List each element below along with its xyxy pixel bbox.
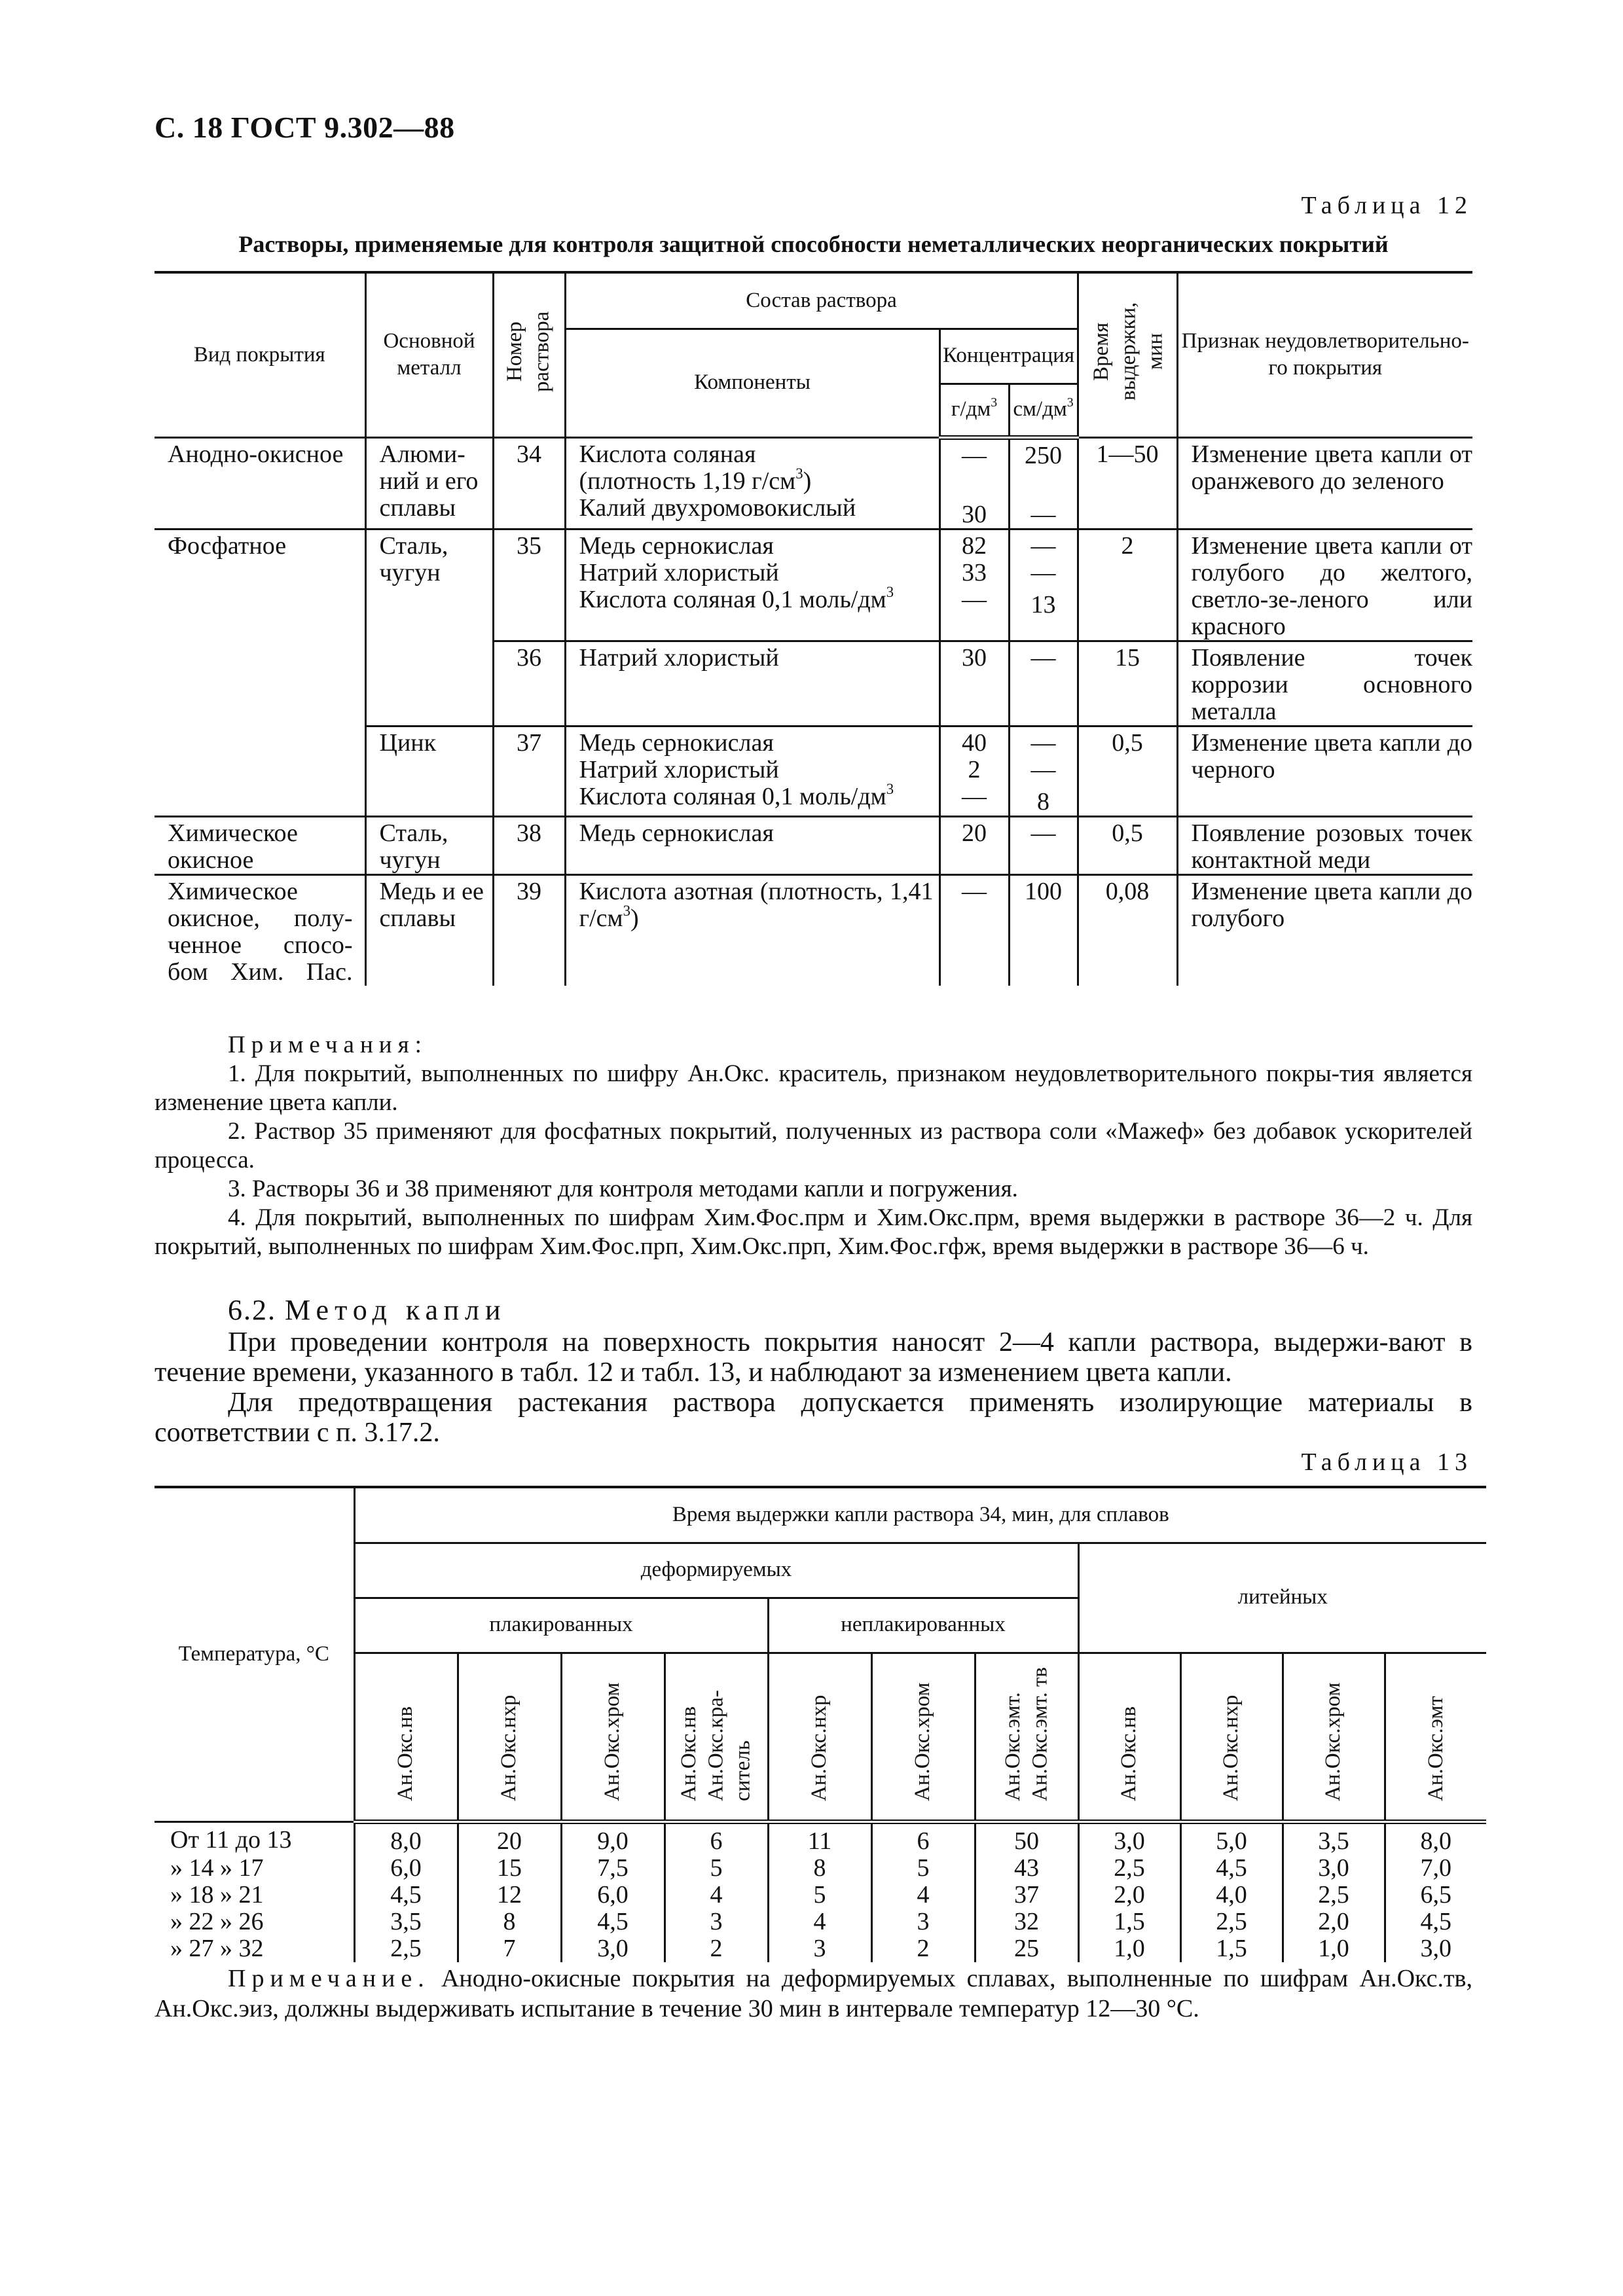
component-line: Медь сернокислая — [579, 819, 774, 847]
cell-hold-time: 6 — [871, 1821, 975, 1855]
col-cm3-dm3-header: $см/дм^3$ — [1009, 384, 1078, 437]
cell-g-dm3 — [939, 874, 1009, 986]
col-components-header: Компоненты — [565, 329, 939, 437]
table12-label: Таблица 12 — [1301, 192, 1472, 219]
table-row — [155, 437, 1472, 529]
cell-coating: Химическое окисное, полу-ченное спосо-бом Хим. Пас. — [168, 877, 353, 986]
cell-sign: Изменение цвета капли до черного — [1177, 726, 1472, 816]
cell-temperature: » 14 » 17 — [170, 1854, 264, 1882]
table12 — [155, 271, 1472, 986]
cell-temperature: » 27 » 32 — [170, 1934, 264, 1962]
cell-sign: Изменение цвета капли от голубого до желтого, светло-зе-леного или красного — [1177, 529, 1472, 641]
cell-components — [565, 529, 939, 641]
component-line: Кислота соляная 0,1 моль/$дм^3$ — [579, 780, 894, 810]
cell-hold-time: 3 — [871, 1909, 975, 1935]
cell-temperature: » 18 » 21 — [170, 1880, 264, 1909]
section-body — [155, 1327, 1472, 1448]
cell-g-dm3 — [939, 816, 1009, 874]
section-paragraph-1: При проведении контроля на поверхность покрытия наносят 2—4 капли раствора, выдержи-вают в течение времени, указанного в табл. 12 и табл. 13, и наблюдают за изменением цвета капли. — [155, 1327, 1472, 1388]
cell-hold-time: 1,0 — [1078, 1935, 1180, 1962]
cm-value: — — [1030, 819, 1056, 847]
col-alloy-code-header: Ан.Окс.нхр — [768, 1653, 871, 1821]
cm-value: — — [1030, 500, 1056, 528]
cell-hold-time: 2 — [871, 1935, 975, 1962]
cell-hold-time: 5 — [665, 1855, 768, 1882]
table-row — [155, 529, 1472, 641]
cell-hold-time: 2,5 — [1078, 1855, 1180, 1882]
cell-hold-time: 15 — [458, 1855, 561, 1882]
cell-hold-time: 7,5 — [561, 1855, 665, 1882]
cell-metal: Цинк — [365, 726, 493, 816]
col-concentration-header: Концентрация — [939, 329, 1078, 384]
notes-title: Примечания: — [228, 1031, 428, 1058]
cell-cm3-dm3 — [1009, 726, 1078, 816]
cell-solution-number: 39 — [493, 874, 565, 986]
cell-hold-time: 2,5 — [1180, 1909, 1283, 1935]
cell-hold-time: 2,5 — [354, 1935, 458, 1962]
cell-sign: Изменение цвета капли от оранжевого до зеленого — [1177, 437, 1472, 529]
col-base-metal-header: Основной металл — [365, 272, 493, 437]
cell-hold-time: 20 — [458, 1821, 561, 1855]
col-sign-header: Признак неудовлетворительно-го покрытия — [1177, 272, 1472, 437]
cell-cm3-dm3 — [1009, 641, 1078, 726]
component-line: Натрий хлористый — [579, 755, 779, 783]
cell-temperature: От 11 до 13 — [170, 1825, 292, 1854]
cell-hold-time: 3,0 — [1078, 1821, 1180, 1855]
cell-hold-time: 50 — [975, 1821, 1078, 1855]
cell-solution-number: 36 — [493, 641, 565, 726]
page-header: С. 18 ГОСТ 9.302—88 — [155, 111, 455, 144]
cell-hold-time: 11 — [768, 1821, 871, 1855]
cell-hold-time: 3,0 — [1385, 1935, 1486, 1962]
cell-hold-time: 8,0 — [1385, 1821, 1486, 1855]
cell-g-dm3 — [939, 726, 1009, 816]
col-composition-header: Состав раствора — [565, 272, 1078, 329]
col-alloy-code-header: Ан.Окс.нв — [1078, 1653, 1180, 1821]
cell-hold-time: 12 — [458, 1882, 561, 1909]
cell-components — [565, 726, 939, 816]
cell-hold-time: 2 — [665, 1935, 768, 1962]
cell-hold-time: 3,5 — [1283, 1821, 1385, 1855]
cell-hold-time: 4,5 — [1385, 1909, 1486, 1935]
clad-header: плакированных — [354, 1598, 768, 1653]
component-line: (плотность 1,19 $г/см^3$) — [579, 465, 812, 495]
cell-hold-time: 4,5 — [561, 1909, 665, 1935]
g-value: 40 — [962, 728, 987, 757]
g-value: 2 — [968, 755, 981, 783]
g-value: 33 — [962, 558, 987, 586]
cell-hold-time: 6 — [665, 1821, 768, 1855]
cell-g-dm3 — [939, 529, 1009, 641]
cell-hold-time: 3,0 — [561, 1935, 665, 1962]
table13-note — [155, 1964, 1472, 2024]
g-value: 30 — [962, 500, 987, 528]
cell-hold-time: 4,5 — [354, 1882, 458, 1909]
table12-notes — [155, 1031, 1472, 1261]
cell-hold-time: 0,5 — [1078, 726, 1177, 816]
cell-hold-time: 7,0 — [1385, 1855, 1486, 1882]
cm-value — [1010, 469, 1077, 496]
cell-hold-time: 5,0 — [1180, 1821, 1283, 1855]
note-1: 1. Для покрытий, выполненных по шифру Ан.Окс. краситель, признаком неудовлетворительного покры-тия является изменение цвета капли. — [155, 1060, 1472, 1116]
cell-hold-time: 4 — [665, 1882, 768, 1909]
cell-hold-time: 6,0 — [354, 1855, 458, 1882]
cell-components — [565, 437, 939, 529]
cell-hold-time: 1,0 — [1283, 1935, 1385, 1962]
note-3: 3. Растворы 36 и 38 применяют для контроля методами капли и погружения. — [228, 1175, 1018, 1202]
cell-hold-time: 9,0 — [561, 1821, 665, 1855]
col-coating-type-header: Вид покрытия — [155, 272, 365, 437]
cell-hold-time: 1,5 — [1180, 1935, 1283, 1962]
table12-title: Растворы, применяемые для контроля защитной способности неметаллических неорганических покрытий — [238, 231, 1389, 257]
cell-sign: Появление точек коррозии основного металла — [1177, 641, 1472, 726]
cell-hold-time: 6,0 — [561, 1882, 665, 1909]
table-row — [155, 1855, 1486, 1882]
cm-value: — — [1030, 643, 1056, 672]
table-row — [155, 1821, 1486, 1855]
col-alloy-code-header: Ан.Окс.хром — [871, 1653, 975, 1821]
cell-cm3-dm3 — [1009, 529, 1078, 641]
table13 — [155, 1486, 1486, 1962]
cell-cm3-dm3 — [1009, 816, 1078, 874]
cell-hold-time: 3,0 — [1283, 1855, 1385, 1882]
col-alloy-code-header: Ан.Окс.хром — [1283, 1653, 1385, 1821]
component-line: Медь сернокислая — [579, 728, 774, 757]
component-line: Натрий хлористый — [579, 558, 779, 586]
cell-hold-time: 0,5 — [1078, 816, 1177, 874]
col-g-dm3-header: $г/дм^3$ — [939, 384, 1009, 437]
g-value: — — [962, 782, 987, 810]
col-temperature-header: Температура, °С — [155, 1487, 354, 1821]
note13-title: Примечание. — [228, 1965, 430, 1992]
cell-components — [565, 816, 939, 874]
cell-hold-time: 7 — [458, 1935, 561, 1962]
cell-solution-number: 37 — [493, 726, 565, 816]
component-line: Медь сернокислая — [579, 531, 774, 560]
cell-cm3-dm3 — [1009, 437, 1078, 529]
col-hold-time-header: Время выдержки, мин — [1078, 272, 1177, 437]
cell-hold-time: 32 — [975, 1909, 1078, 1935]
table-row — [155, 1882, 1486, 1909]
g-value: 82 — [962, 531, 987, 560]
component-line: Кислота соляная 0,1 моль/$дм^3$ — [579, 583, 894, 613]
deformable-header: деформируемых — [354, 1543, 1078, 1598]
col-alloy-code-header: Ан.Окс.нхр — [1180, 1653, 1283, 1821]
cell-components — [565, 874, 939, 986]
g-value — [941, 469, 1008, 496]
table-row — [155, 1909, 1486, 1935]
cell-solution-number: 38 — [493, 816, 565, 874]
note-4: 4. Для покрытий, выполненных по шифрам Хим.Фос.прм и Хим.Окс.прм, время выдержки в растворе 36—2 ч. Для покрытий, выполненных по шифрам Хим.Фос.прп, Хим.Окс.прп, Хим.Фос.гфж, время выдержки в растворе 36—6 ч. — [155, 1204, 1472, 1260]
cell-hold-time: 8,0 — [354, 1821, 458, 1855]
cell-sign: Изменение цвета капли до голубого — [1177, 874, 1472, 986]
cell-hold-time: 3,5 — [354, 1909, 458, 1935]
g-value: — — [962, 441, 987, 469]
cell-hold-time: 4,0 — [1180, 1882, 1283, 1909]
cell-sign: Появление розовых точек контактной меди — [1177, 816, 1472, 874]
cell-temperature: » 22 » 26 — [170, 1907, 264, 1935]
table13-label: Таблица 13 — [1301, 1448, 1472, 1476]
cell-g-dm3 — [939, 641, 1009, 726]
cell-hold-time: 5 — [871, 1855, 975, 1882]
cm-value: 250 — [1025, 441, 1063, 469]
cm-value: — — [1030, 558, 1056, 586]
section-paragraph-2: Для предотвращения растекания раствора допускается применять изолирующие материалы в соответствии с п. 3.17.2. — [155, 1388, 1472, 1448]
cell-hold-time: 2,0 — [1078, 1882, 1180, 1909]
cell-solution-number: 35 — [493, 529, 565, 641]
note13-text: Анодно-окисные покрытия на деформируемых сплавах, выполненные по шифрам Ан.Окс.тв, Ан.Окс.эиз, должны выдерживать испытание в течение 30 мин в интервале температур 12—30 °С. — [155, 1965, 1472, 2022]
col-alloy-code-header: Ан.Окс.нхр — [458, 1653, 561, 1821]
cell-hold-time: 8 — [458, 1909, 561, 1935]
cell-hold-time: 4,5 — [1180, 1855, 1283, 1882]
g-value: 20 — [962, 819, 987, 847]
cell-hold-time: 1,5 — [1078, 1909, 1180, 1935]
col-alloy-code-header: Ан.Окс.нв — [354, 1653, 458, 1821]
cell-hold-time: 1—50 — [1078, 437, 1177, 529]
col-alloy-code-header: Ан.Окс.хром — [561, 1653, 665, 1821]
cell-hold-time: 2,5 — [1283, 1882, 1385, 1909]
cell-metal: Сталь, чугун — [365, 816, 493, 874]
cell-hold-time: 25 — [975, 1935, 1078, 1962]
cell-metal: Сталь, чугун — [365, 529, 493, 726]
cell-hold-time: 2 — [1078, 529, 1177, 641]
cell-components — [565, 641, 939, 726]
cell-solution-number: 34 — [493, 437, 565, 529]
cell-hold-time: 6,5 — [1385, 1882, 1486, 1909]
cm-value: 8 — [1037, 787, 1050, 816]
cm-value: 100 — [1025, 877, 1063, 905]
cell-cm3-dm3 — [1009, 874, 1078, 986]
note-2: 2. Раствор 35 применяют для фосфатных покрытий, полученных из раствора соли «Мажеф» без добавок ускорителей процесса. — [155, 1118, 1472, 1174]
col-alloy-code-header: Ан.Окс.эмт. Ан.Окс.эмт. тв — [975, 1653, 1078, 1821]
col-alloy-code-header: Ан.Окс.нв Ан.Окс.кра-ситель — [665, 1653, 768, 1821]
section-heading: 6.2. Метод капли — [228, 1294, 507, 1326]
cell-hold-time: 4 — [768, 1909, 871, 1935]
cell-hold-time: 5 — [768, 1882, 871, 1909]
component-line: Натрий хлористый — [579, 643, 779, 672]
cell-hold-time: 3 — [768, 1935, 871, 1962]
table-row — [155, 874, 1472, 986]
g-value: — — [962, 585, 987, 613]
table-row — [155, 1935, 1486, 1962]
cell-coating: Анодно-окисное — [155, 437, 365, 529]
col-alloy-code-header: Ан.Окс.эмт — [1385, 1653, 1486, 1821]
cell-g-dm3 — [939, 437, 1009, 529]
table-row — [155, 816, 1472, 874]
component-line: Кислота соляная — [579, 440, 756, 468]
g-value: — — [962, 877, 987, 905]
cell-hold-time: 8 — [768, 1855, 871, 1882]
cell-metal: Алюми-ний и его сплавы — [365, 437, 493, 529]
cm-value: — — [1030, 531, 1056, 560]
cell-coating: Фосфатное — [155, 529, 365, 816]
cell-hold-time: 0,08 — [1078, 874, 1177, 986]
component-line: Калий двухромовокислый — [579, 493, 856, 522]
cell-hold-time: 3 — [665, 1909, 768, 1935]
g-value: 30 — [962, 643, 987, 672]
component-line: Кислота азотная (плотность, 1,41 $г/см^3$) — [579, 877, 934, 932]
cm-value: — — [1030, 728, 1056, 757]
unclad-header: неплакированных — [768, 1598, 1078, 1653]
cell-hold-time: 4 — [871, 1882, 975, 1909]
cell-hold-time: 37 — [975, 1882, 1078, 1909]
cell-coating: Химическое окисное — [155, 816, 365, 874]
cell-hold-time: 15 — [1078, 641, 1177, 726]
cell-hold-time: 2,0 — [1283, 1909, 1385, 1935]
cell-hold-time: 43 — [975, 1855, 1078, 1882]
cell-metal: Медь и ее сплавы — [365, 874, 493, 986]
cast-header: литейных — [1078, 1543, 1486, 1653]
col-solution-number-header: Номер раствора — [493, 272, 565, 437]
cm-value: — — [1030, 755, 1056, 783]
cm-value: 13 — [1030, 590, 1056, 619]
main-header: Время выдержки капли раствора 34, мин, для сплавов — [354, 1487, 1486, 1543]
